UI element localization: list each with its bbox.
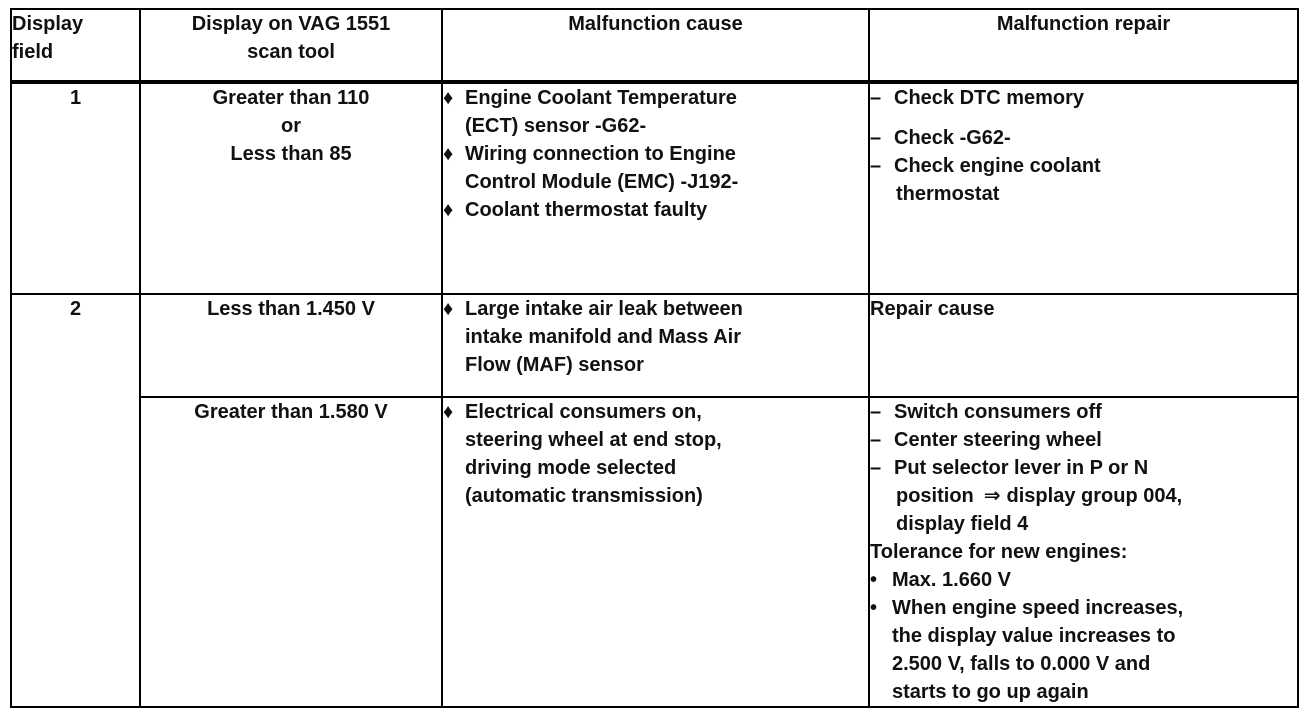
- diamond-bullet-icon: ♦: [443, 199, 454, 221]
- repair-step: [870, 454, 1297, 482]
- table-row: [11, 294, 1298, 397]
- repair-text: Check engine coolant: [894, 155, 1101, 177]
- tolerance-text: starts to go up again: [892, 681, 1089, 703]
- display-field-value: 2: [69, 298, 82, 320]
- cause-text: Engine Coolant Temperature: [465, 87, 737, 109]
- malfunction-repair-cell: [869, 82, 1298, 294]
- display-line: or: [281, 115, 301, 137]
- tolerance-text: When engine speed increases,: [892, 597, 1184, 619]
- bullet-icon: •: [870, 569, 878, 591]
- tolerance-text: 2.500 V, falls to 0.000 V and: [892, 653, 1151, 675]
- repair-text-line: [870, 482, 1297, 510]
- header-line: Display on VAG 1551: [191, 13, 391, 35]
- dash-bullet-icon: –: [870, 401, 882, 423]
- dash-bullet-icon: –: [870, 87, 882, 109]
- repair-text: Center steering wheel: [894, 429, 1102, 451]
- malfunction-cause-cell: [442, 294, 869, 397]
- repair-text: Check DTC memory: [894, 87, 1085, 109]
- table-row: [11, 397, 1298, 707]
- cause-item: [443, 295, 868, 323]
- header-malfunction-cause: [442, 9, 869, 82]
- repair-text: thermostat: [896, 183, 1000, 205]
- dash-bullet-icon: –: [870, 127, 882, 149]
- cause-text: intake manifold and Mass Air: [465, 326, 741, 348]
- header-line: Malfunction repair: [996, 13, 1171, 35]
- cause-item: [443, 140, 868, 168]
- repair-text: position: [896, 485, 974, 507]
- repair-step: [870, 124, 1297, 152]
- repair-step: [870, 426, 1297, 454]
- display-field-cell: [11, 82, 140, 294]
- header-row: [11, 9, 1298, 82]
- tolerance-item: [870, 594, 1297, 622]
- double-arrow-icon: ⇒: [983, 485, 1001, 507]
- cause-item: [443, 84, 868, 112]
- dash-bullet-icon: –: [870, 155, 882, 177]
- diamond-bullet-icon: ♦: [443, 401, 454, 423]
- cause-text: Wiring connection to Engine: [465, 143, 736, 165]
- header-display-on-scan-tool: [140, 9, 442, 82]
- cause-item: [443, 398, 868, 426]
- repair-text: Put selector lever in P or N: [894, 457, 1149, 479]
- display-line: Greater than 1.580 V: [194, 401, 388, 423]
- malfunction-cause-cell: [442, 82, 869, 294]
- cause-text: Electrical consumers on,: [465, 401, 702, 423]
- table-row: [11, 82, 1298, 294]
- cause-text: (automatic transmission): [465, 485, 703, 507]
- header-display-field: [11, 9, 140, 82]
- malfunction-cause-cell: [442, 397, 869, 707]
- cause-text: Large intake air leak between: [465, 298, 743, 320]
- header-malfunction-repair: [869, 9, 1298, 82]
- cause-item: [443, 196, 868, 224]
- dash-bullet-icon: –: [870, 429, 882, 451]
- tolerance-text: the display value increases to: [892, 625, 1176, 647]
- repair-step: [870, 152, 1297, 180]
- cause-text: Coolant thermostat faulty: [465, 199, 708, 221]
- repair-text: Repair cause: [870, 298, 995, 320]
- malfunction-repair-cell: [869, 294, 1298, 397]
- repair-step: [870, 84, 1297, 112]
- repair-text: Switch consumers off: [894, 401, 1102, 423]
- scan-tool-display-cell: [140, 294, 442, 397]
- scan-tool-display-cell: [140, 397, 442, 707]
- header-line: scan tool: [247, 41, 335, 63]
- bullet-icon: •: [870, 597, 878, 619]
- diagnostic-table: [10, 8, 1299, 708]
- display-line: Less than 1.450 V: [207, 298, 375, 320]
- cause-text: driving mode selected: [465, 457, 677, 479]
- cause-text: Control Module (EMC) -J192-: [465, 171, 739, 193]
- cause-text: steering wheel at end stop,: [465, 429, 722, 451]
- repair-text: Check -G62-: [894, 127, 1011, 149]
- display-field-value: 1: [69, 87, 82, 109]
- tolerance-heading: Tolerance for new engines:: [870, 541, 1128, 563]
- repair-text: display group 004,: [1006, 485, 1183, 507]
- diamond-bullet-icon: ♦: [443, 87, 454, 109]
- tolerance-text: Max. 1.660 V: [892, 569, 1011, 591]
- cause-text: Flow (MAF) sensor: [465, 354, 644, 376]
- header-line: field: [12, 41, 54, 63]
- cause-text: (ECT) sensor -G62-: [465, 115, 647, 137]
- display-line: Greater than 110: [212, 87, 370, 109]
- dash-bullet-icon: –: [870, 457, 882, 479]
- display-field-cell: [11, 294, 140, 707]
- display-line: Less than 85: [230, 143, 352, 165]
- header-line: Malfunction cause: [568, 13, 743, 35]
- malfunction-repair-cell: [869, 397, 1298, 707]
- header-line: Display: [12, 13, 84, 35]
- diamond-bullet-icon: ♦: [443, 143, 454, 165]
- repair-text: display field 4: [896, 513, 1029, 535]
- diamond-bullet-icon: ♦: [443, 298, 454, 320]
- tolerance-item: [870, 566, 1297, 594]
- repair-step: [870, 398, 1297, 426]
- scan-tool-display-cell: [140, 82, 442, 294]
